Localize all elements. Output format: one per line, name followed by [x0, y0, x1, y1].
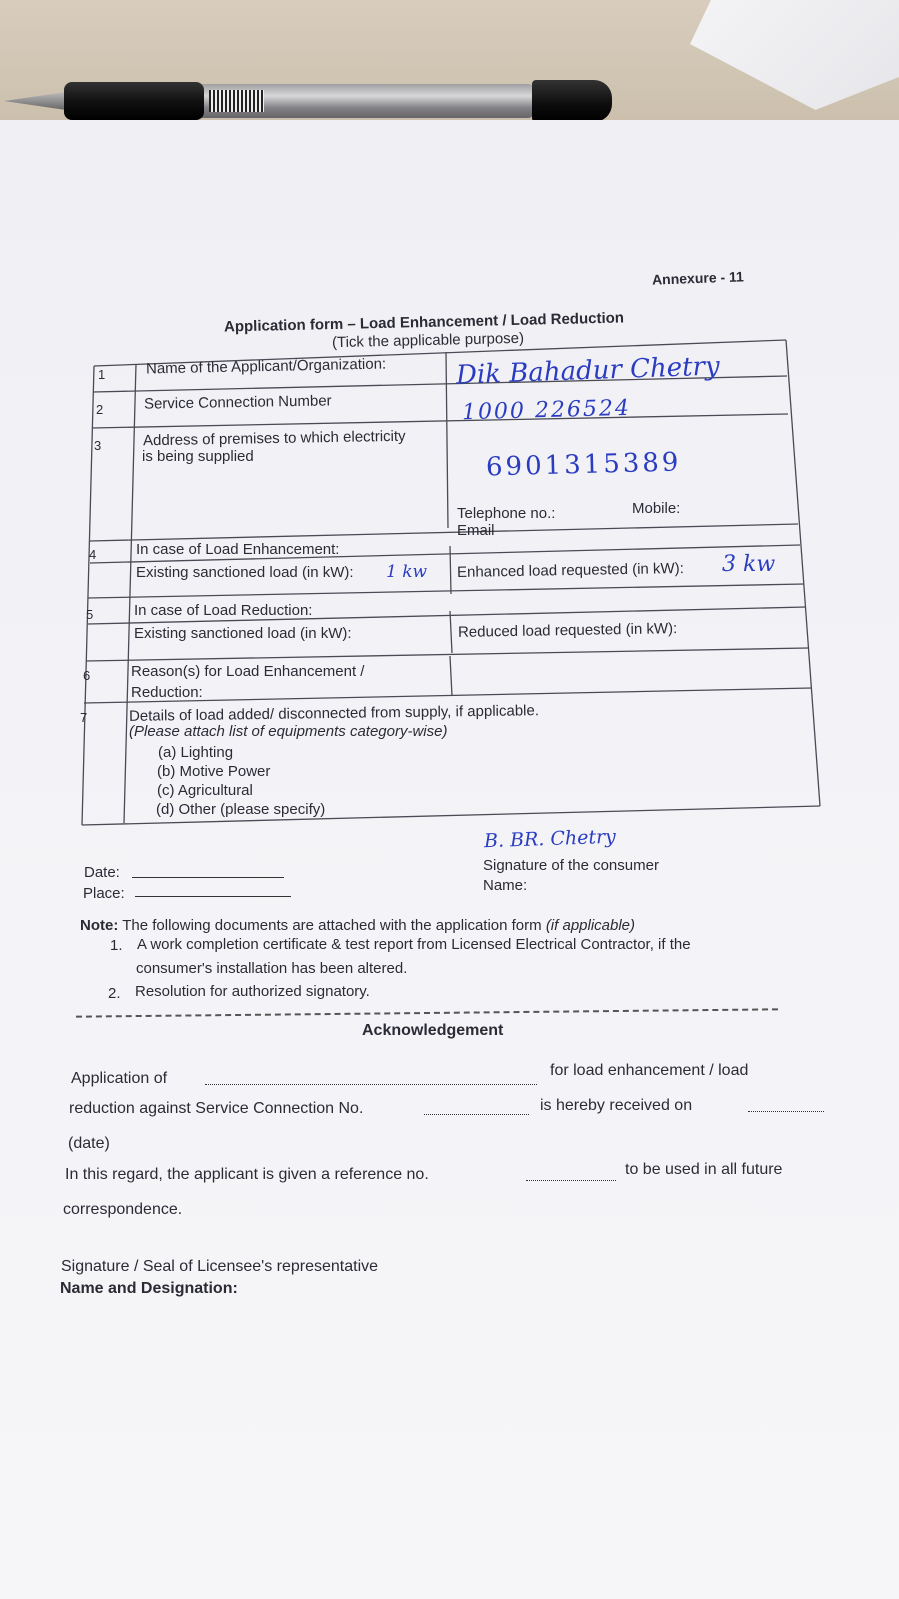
row-2-number: 2 [96, 402, 104, 417]
details-label-line2: (Please attach list of equipments category-wise) [129, 723, 448, 740]
ack-connection-blank [424, 1114, 529, 1115]
reason-label-line2: Reduction: [131, 684, 203, 701]
applicant-name-value: Dik Bahadur Chetry [455, 351, 721, 391]
load-enhancement-heading: In case of Load Enhancement: [136, 541, 340, 558]
note-item1-number: 1. [110, 937, 123, 954]
annexure-label: Annexure - 11 [651, 268, 745, 288]
place-label: Place: [83, 885, 125, 902]
consumer-signature-label: Signature of the consumer [483, 857, 659, 874]
category-lighting: (a) Lighting [158, 744, 234, 761]
note-lead: Note: [80, 917, 119, 934]
row-6-number: 6 [83, 668, 91, 683]
telephone-label: Telephone no.: [457, 505, 556, 522]
date-underline [132, 877, 284, 878]
row-7-number: 7 [80, 710, 88, 725]
note-italic: (if applicable) [545, 917, 636, 934]
date-label: Date: [84, 864, 120, 881]
address-label-line2: is being supplied [142, 448, 254, 465]
service-connection-value: 1000 226524 [461, 395, 632, 426]
ack-line2-a: reduction against Service Connection No. [69, 1100, 364, 1117]
enhancement-existing-value: 1 kw [386, 562, 428, 582]
service-connection-label: Service Connection Number [143, 392, 332, 413]
ack-line4-b: to be used in all future [625, 1161, 783, 1178]
licensee-signature-label: Signature / Seal of Licensee's representative [61, 1258, 379, 1275]
row-1-number: 1 [98, 367, 106, 382]
category-agricultural: (c) Agricultural [157, 782, 253, 799]
form-subtitle: (Tick the applicable purpose) [331, 329, 525, 352]
row-5-number: 5 [86, 607, 94, 622]
reason-label-line1: Reason(s) for Load Enhancement / [131, 663, 365, 680]
mobile-label: Mobile: [632, 500, 681, 517]
row-4-number: 4 [89, 547, 97, 562]
email-label: Email [457, 522, 495, 539]
note-item2-text: Resolution for authorized signatory. [135, 983, 370, 1000]
phone-value: 6901315389 [485, 447, 682, 483]
enhancement-existing-label: Existing sanctioned load (in kW): [136, 564, 354, 581]
row-3-number: 3 [94, 438, 102, 453]
reduced-load-label: Reduced load requested (in kW): [457, 620, 678, 641]
address-label-line1: Address of premises to which electricity [142, 427, 406, 450]
licensee-name-label: Name and Designation: [60, 1280, 238, 1297]
ack-date-blank [748, 1111, 824, 1112]
enhanced-load-value: 3 kw [722, 552, 776, 577]
details-label-line1: Details of load added/ disconnected from supply, if applicable. [128, 702, 540, 725]
note-item2-number: 2. [108, 985, 121, 1002]
ack-title: Acknowledgement [362, 1022, 504, 1039]
note-line [80, 917, 635, 934]
place-underline [135, 896, 291, 897]
ack-line4-a: In this regard, the applicant is given a reference no. [65, 1166, 429, 1183]
ack-line3: (date) [68, 1135, 110, 1152]
note-text: The following documents are attached with the application form [122, 917, 542, 934]
reduction-existing-label: Existing sanctioned load (in kW): [134, 625, 352, 642]
applicant-name-label: Name of the Applicant/Organization: [145, 355, 387, 378]
ack-line5: correspondence. [63, 1201, 183, 1218]
load-reduction-heading: In case of Load Reduction: [134, 602, 313, 619]
note-item1-line2: consumer's installation has been altered. [136, 960, 408, 977]
note-item1-line1: A work completion certificate & test report from Licensed Electrical Contractor, if the [137, 936, 691, 953]
form-title: Application form – Load Enhancement / Load Reduction [223, 309, 625, 336]
ack-line1-a: Application of [71, 1070, 168, 1087]
ack-applicant-blank [205, 1084, 537, 1085]
consumer-signature: B. BR. Chetry [483, 825, 617, 853]
ack-reference-blank [526, 1180, 616, 1181]
consumer-name-label: Name: [483, 877, 528, 894]
category-other: (d) Other (please specify) [156, 801, 326, 818]
category-motive-power: (b) Motive Power [157, 763, 271, 780]
ack-line1-b: for load enhancement / load [550, 1062, 749, 1079]
ack-line2-b: is hereby received on [540, 1097, 693, 1114]
enhanced-load-label: Enhanced load requested (in kW): [456, 560, 684, 581]
